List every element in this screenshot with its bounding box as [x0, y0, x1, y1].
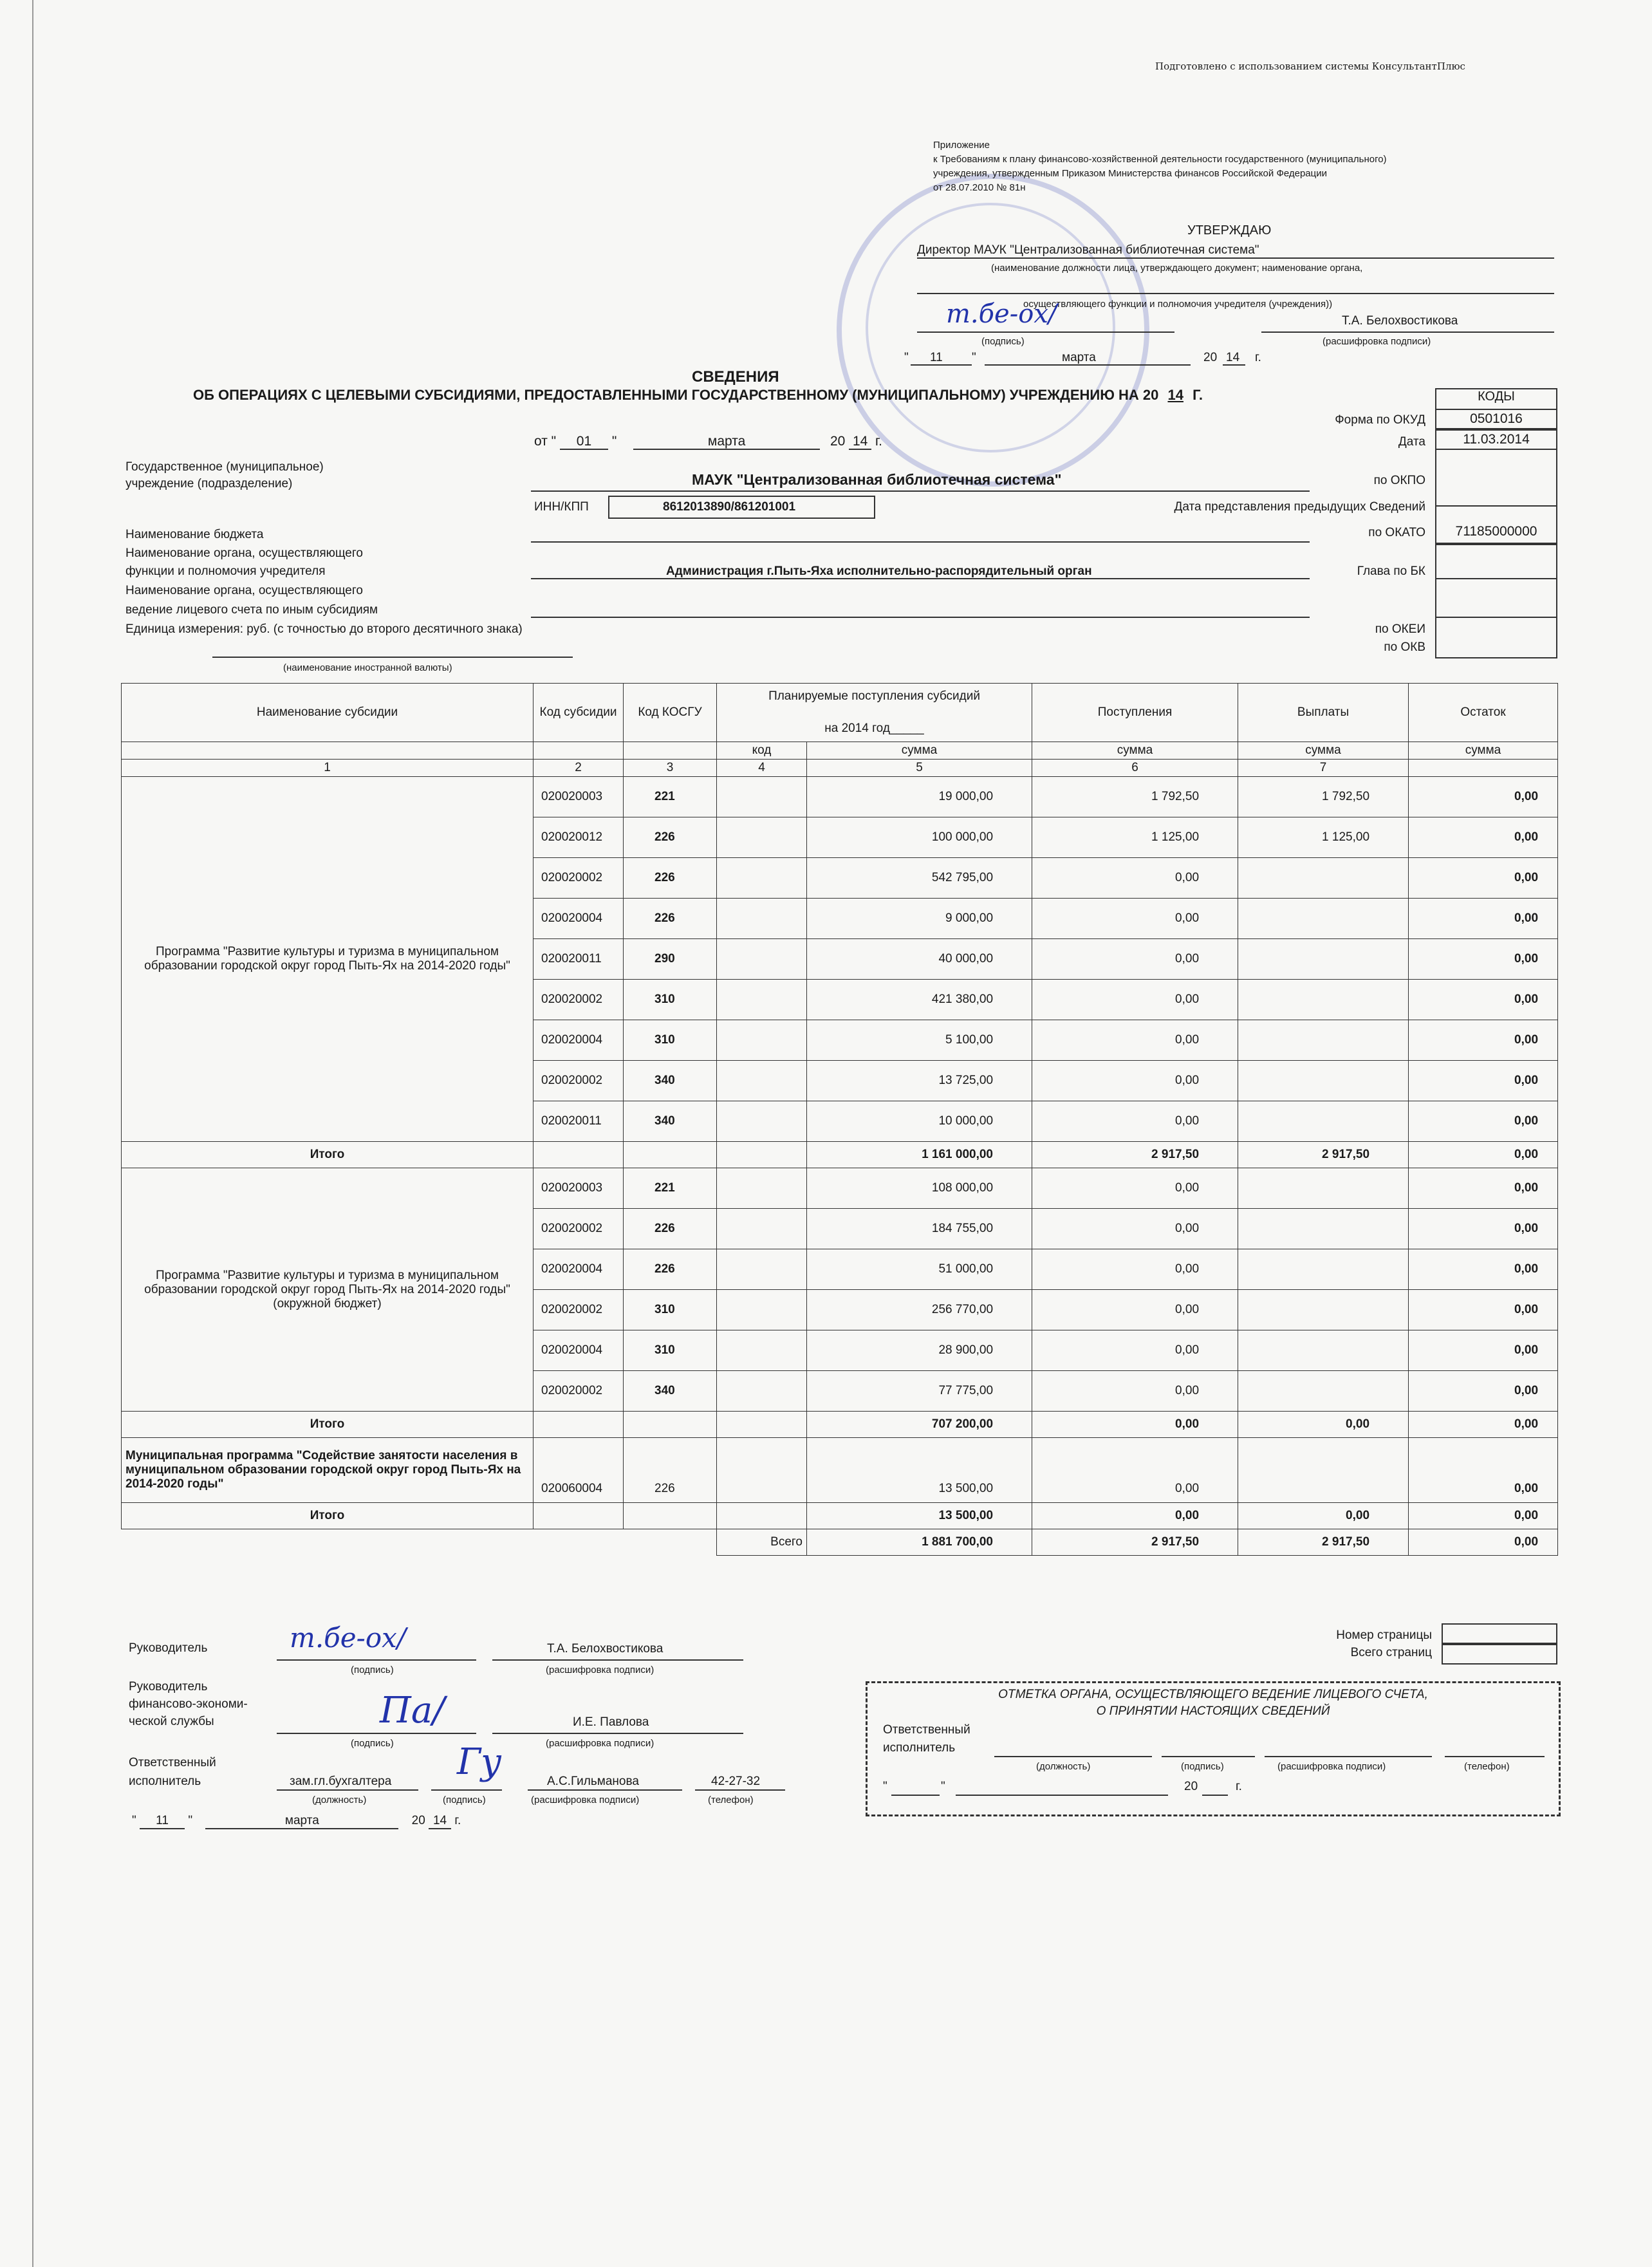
plan-sum: 19 000,00 [807, 777, 1032, 817]
exec-position: зам.гл.бухгалтера [290, 1775, 392, 1788]
column-number-blank [1409, 760, 1558, 777]
plan-kod [717, 1371, 807, 1412]
total-label: Итого [122, 1503, 534, 1529]
header-out: Выплаты [1238, 684, 1409, 742]
rest-sum: 0,00 [1409, 777, 1558, 817]
name-hint: (расшифровка подписи) [1323, 336, 1431, 347]
grand-income: 2 917,50 [1032, 1529, 1238, 1556]
subheader-kod: код [717, 742, 807, 760]
rest-sum: 0,00 [1409, 899, 1558, 939]
rest-sum: 0,00 [1409, 1061, 1558, 1101]
kosgu-code: 340 [624, 1061, 717, 1101]
total-blank [717, 1142, 807, 1168]
scan-edge-top [32, 0, 33, 2267]
table-row [122, 1438, 1558, 1503]
approver-hint: осуществляющего функции и полномочия учредителя (учреждения)) [1023, 299, 1333, 310]
plan-sum: 77 775,00 [807, 1371, 1032, 1412]
sign-date-quote: " [132, 1814, 136, 1827]
subsidy-code: 020020002 [534, 1371, 624, 1412]
total-blank [534, 1142, 624, 1168]
okud-label: Форма по ОКУД [1335, 413, 1425, 427]
column-number: 4 [717, 760, 807, 777]
total-plan: 1 161 000,00 [807, 1142, 1032, 1168]
rest-sum: 0,00 [1409, 1209, 1558, 1249]
date-day: 01 [560, 434, 608, 450]
date-from: от " [534, 434, 557, 449]
total-rest: 0,00 [1409, 1412, 1558, 1438]
subsidies-table [121, 683, 1558, 1556]
kosgu-code: 226 [624, 1209, 717, 1249]
plan-sum: 10 000,00 [807, 1101, 1032, 1142]
column-number: 7 [1238, 760, 1409, 777]
fin-signature: Па/ [380, 1690, 445, 1731]
total-blank [717, 1412, 807, 1438]
mark-date-quote: " [883, 1780, 887, 1793]
plan-kod [717, 1290, 807, 1330]
director-signature: m.бе-ox/ [946, 299, 1057, 329]
approve-year-prefix: 20 [1203, 351, 1218, 364]
founder-name: Администрация г.Пыть-Яха исполнительно-распорядительный орган [666, 564, 1092, 578]
plan-sum: 108 000,00 [807, 1168, 1032, 1209]
head-label: Руководитель [129, 1641, 208, 1655]
founder-label: Наименование органа, осуществляющего [125, 546, 363, 560]
income-sum: 0,00 [1032, 1168, 1238, 1209]
plan-sum: 51 000,00 [807, 1249, 1032, 1290]
institution-name: МАУК "Централизованная библиотечная система" [692, 471, 1062, 488]
income-sum: 0,00 [1032, 1371, 1238, 1412]
plan-kod [717, 1330, 807, 1371]
pos-hint: (должность) [312, 1795, 367, 1805]
report-date [534, 434, 882, 450]
income-sum: 0,00 [1032, 980, 1238, 1020]
subheader-sum: сумма [807, 742, 1032, 760]
currency-hint: (наименование иностранной валюты) [283, 662, 452, 673]
mark-sign-hint: (подпись) [1181, 1761, 1224, 1772]
payout-sum [1238, 1168, 1409, 1209]
kosgu-code: 221 [624, 1168, 717, 1209]
subsidy-code: 020020004 [534, 1020, 624, 1061]
income-sum: 0,00 [1032, 1438, 1238, 1503]
payout-sum [1238, 858, 1409, 899]
payout-sum [1238, 1371, 1409, 1412]
plan-sum: 100 000,00 [807, 817, 1032, 858]
payout-sum [1238, 1249, 1409, 1290]
subsidy-name: Программа "Развитие культуры и туризма в муниципальном образовании городской округ город Пыть-Ях на 2014-2020 годы" [122, 777, 534, 1142]
header-in: Поступления [1032, 684, 1238, 742]
subsidy-code: 020020002 [534, 1209, 624, 1249]
appendix-line: Приложение [933, 140, 990, 151]
plan-kod [717, 817, 807, 858]
payout-sum [1238, 939, 1409, 980]
plan-sum: 421 380,00 [807, 980, 1032, 1020]
total-plan: 13 500,00 [807, 1503, 1032, 1529]
total-rest: 0,00 [1409, 1503, 1558, 1529]
subsidy-code: 020020011 [534, 939, 624, 980]
kosgu-code: 226 [624, 817, 717, 858]
rest-sum: 0,00 [1409, 1330, 1558, 1371]
plan-sum: 13 725,00 [807, 1061, 1032, 1101]
plan-kod [717, 1168, 807, 1209]
budget-label: Наименование бюджета [125, 528, 264, 541]
total-rest: 0,00 [1409, 1142, 1558, 1168]
sign-hint: (подпись) [443, 1795, 486, 1805]
payout-sum: 1 125,00 [1238, 817, 1409, 858]
column-number: 3 [624, 760, 717, 777]
date-month: марта [633, 434, 820, 450]
inn-label: ИНН/КПП [534, 500, 589, 514]
income-sum: 0,00 [1032, 1020, 1238, 1061]
okei-label: по ОКЕИ [1375, 622, 1425, 636]
subsidy-code: 020060004 [534, 1438, 624, 1503]
date-year: 14 [849, 434, 871, 450]
header-plan [717, 684, 1032, 742]
subsidy-code: 020020011 [534, 1101, 624, 1142]
header-code: Код субсидии [534, 684, 624, 742]
payout-sum [1238, 1438, 1409, 1503]
kosgu-code: 221 [624, 777, 717, 817]
sign-month: марта [205, 1814, 398, 1829]
total-payout: 0,00 [1238, 1412, 1409, 1438]
total-blank [717, 1503, 807, 1529]
rest-sum: 0,00 [1409, 1020, 1558, 1061]
subtitle-year: 14 [1167, 387, 1183, 403]
plan-sum: 13 500,00 [807, 1438, 1032, 1503]
plan-kod [717, 939, 807, 980]
kosgu-code: 310 [624, 980, 717, 1020]
unit-label: Единица измерения: руб. (с точностью до второго десятичного знака) [125, 622, 523, 636]
column-number: 2 [534, 760, 624, 777]
subsidy-code: 020020002 [534, 980, 624, 1020]
appendix-line: учреждения, утвержденным Приказом Министерства финансов Российской Федерации [933, 168, 1327, 179]
subsidy-code: 020020002 [534, 1290, 624, 1330]
plan-sum: 40 000,00 [807, 939, 1032, 980]
inn-value: 8612013890/861201001 [663, 500, 796, 514]
okato-label: по ОКАТО [1368, 526, 1425, 539]
head-signature: m.бе-ox/ [290, 1622, 406, 1654]
approve-year: 14 [1226, 351, 1240, 364]
kosgu-code: 226 [624, 1249, 717, 1290]
name-hint: (расшифровка подписи) [546, 1738, 654, 1749]
total-income: 2 917,50 [1032, 1142, 1238, 1168]
total-payout: 0,00 [1238, 1503, 1409, 1529]
approve-day: 11 [930, 351, 943, 364]
payout-sum [1238, 899, 1409, 939]
kosgu-code: 226 [624, 899, 717, 939]
total-row [122, 1503, 1558, 1529]
column-number: 6 [1032, 760, 1238, 777]
payout-sum: 1 792,50 [1238, 777, 1409, 817]
sign-hint: (подпись) [351, 1665, 394, 1675]
approver-position: Директор МАУК "Централизованная библиотечная система" [917, 243, 1259, 257]
exec-label: Ответственный [129, 1756, 216, 1769]
header-rest: Остаток [1409, 684, 1558, 742]
header-plan-title: Планируемые поступления субсидий [768, 689, 980, 703]
mark-exec-label: исполнитель [883, 1741, 956, 1755]
approver-name: Т.А. Белохвостикова [1342, 314, 1458, 328]
mark-y20: 20 [1184, 1780, 1198, 1793]
kosgu-code: 340 [624, 1371, 717, 1412]
page-number-label: Номер страницы [1336, 1628, 1432, 1642]
subheader-blank [122, 742, 534, 760]
grand-blank [534, 1529, 624, 1556]
income-sum: 0,00 [1032, 1061, 1238, 1101]
plan-kod [717, 980, 807, 1020]
okv-label: по ОКВ [1384, 640, 1425, 654]
okud-code: 0501016 [1470, 411, 1523, 426]
grand-blank [624, 1529, 717, 1556]
mark-exec-label: Ответственный [883, 1723, 970, 1737]
column-number: 5 [807, 760, 1032, 777]
total-pages-label: Всего страниц [1350, 1646, 1432, 1659]
kosgu-code: 290 [624, 939, 717, 980]
mark-date-quote: " [941, 1780, 945, 1793]
total-income: 0,00 [1032, 1503, 1238, 1529]
plan-sum: 28 900,00 [807, 1330, 1032, 1371]
mark-phone-hint: (телефон) [1464, 1761, 1510, 1772]
approve-year-suffix: г. [1255, 351, 1261, 364]
mark-pos-hint: (должность) [1036, 1761, 1091, 1772]
header-plan-year: на 2014 год_____ [824, 722, 924, 735]
plan-kod [717, 1249, 807, 1290]
rest-sum: 0,00 [1409, 980, 1558, 1020]
rest-sum: 0,00 [1409, 1249, 1558, 1290]
approve-date-quote: " [972, 351, 976, 364]
total-blank [534, 1412, 624, 1438]
grand-payout: 2 917,50 [1238, 1529, 1409, 1556]
kosgu-code: 226 [624, 1438, 717, 1503]
subsidy-name: Программа "Развитие культуры и туризма в муниципальном образовании городской округ город Пыть-Ях на 2014-2020 годы" (окружной бюджет) [122, 1168, 534, 1412]
codes-date: 11.03.2014 [1463, 432, 1530, 447]
approve-date-quote: " [904, 351, 909, 364]
plan-kod [717, 899, 807, 939]
kosgu-code: 340 [624, 1101, 717, 1142]
institution-label: Государственное (муниципальное) [125, 460, 324, 474]
kosgu-code: 310 [624, 1330, 717, 1371]
grand-label: Всего [717, 1529, 807, 1556]
codes-header: КОДЫ [1478, 389, 1515, 404]
exec-signature: Гу [457, 1741, 502, 1783]
column-number: 1 [122, 760, 534, 777]
total-row [122, 1142, 1558, 1168]
sign-y20: 20 [411, 1814, 425, 1827]
payout-sum [1238, 1061, 1409, 1101]
name-hint: (расшифровка подписи) [546, 1665, 654, 1675]
income-sum: 0,00 [1032, 1209, 1238, 1249]
subtitle-suffix: Г. [1193, 387, 1203, 403]
total-plan: 707 200,00 [807, 1412, 1032, 1438]
appendix-line: от 28.07.2010 № 81н [933, 182, 1026, 193]
subheader-blank [624, 742, 717, 760]
subheader-sum: сумма [1032, 742, 1238, 760]
grand-blank [122, 1529, 534, 1556]
okpo-label: по ОКПО [1373, 474, 1425, 487]
sign-hint: (подпись) [981, 336, 1025, 347]
income-sum: 0,00 [1032, 899, 1238, 939]
fin-label: ческой службы [129, 1715, 214, 1728]
approve-month: марта [1062, 351, 1096, 364]
plan-kod [717, 1209, 807, 1249]
plan-sum: 542 795,00 [807, 858, 1032, 899]
total-blank [534, 1503, 624, 1529]
rest-sum: 0,00 [1409, 858, 1558, 899]
fin-name: И.Е. Павлова [573, 1715, 649, 1729]
fin-label: Руководитель [129, 1680, 208, 1693]
header-name: Наименование субсидии [122, 684, 534, 742]
phone-hint: (телефон) [708, 1795, 754, 1805]
date-g: г. [875, 434, 882, 449]
payout-sum [1238, 980, 1409, 1020]
table-row [122, 1168, 1558, 1209]
header-kosgu: Код КОСГУ [624, 684, 717, 742]
subsidy-code: 020020004 [534, 899, 624, 939]
payout-sum [1238, 1209, 1409, 1249]
approver-hint: (наименование должности лица, утверждающего документ; наименование органа, [991, 263, 1363, 274]
plan-kod [717, 1101, 807, 1142]
plan-kod [717, 1020, 807, 1061]
document-title: СВЕДЕНИЯ [692, 368, 779, 386]
payout-sum [1238, 1330, 1409, 1371]
income-sum: 0,00 [1032, 939, 1238, 980]
institution-label: учреждение (подразделение) [125, 477, 293, 490]
appendix-line: к Требованиям к плану финансово-хозяйственной деятельности государственного (муниципального) [933, 154, 1387, 165]
subsidy-code: 020020002 [534, 858, 624, 899]
income-sum: 1 792,50 [1032, 777, 1238, 817]
table-row [122, 777, 1558, 817]
subtitle-text: ОБ ОПЕРАЦИЯХ С ЦЕЛЕВЫМИ СУБСИДИЯМИ, ПРЕДОСТАВЛЕННЫМИ ГОСУДАРСТВЕННОМУ (МУНИЦИПАЛЬНОМУ) УЧРЕЖДЕНИЮ НА 20 [193, 387, 1159, 403]
name-hint: (расшифровка подписи) [531, 1795, 640, 1805]
mark-name-hint: (расшифровка подписи) [1277, 1761, 1386, 1772]
kosgu-code: 310 [624, 1020, 717, 1061]
grand-rest: 0,00 [1409, 1529, 1558, 1556]
subsidy-code: 020020002 [534, 1061, 624, 1101]
subheader-blank [534, 742, 624, 760]
sign-day: 11 [140, 1814, 185, 1829]
income-sum: 0,00 [1032, 858, 1238, 899]
document-subtitle [193, 388, 1203, 402]
sign-date [132, 1814, 461, 1829]
rest-sum: 0,00 [1409, 1101, 1558, 1142]
income-sum: 0,00 [1032, 1330, 1238, 1371]
rest-sum: 0,00 [1409, 1168, 1558, 1209]
kosgu-code: 226 [624, 858, 717, 899]
payout-sum [1238, 1290, 1409, 1330]
date-y20: 20 [830, 434, 846, 449]
rest-sum: 0,00 [1409, 1290, 1558, 1330]
subsidy-code: 020020004 [534, 1330, 624, 1371]
exec-label: исполнитель [129, 1775, 201, 1788]
mark-title: ОТМЕТКА ОРГАНА, ОСУЩЕСТВЛЯЮЩЕГО ВЕДЕНИЕ ЛИЦЕВОГО СЧЕТА, [998, 1688, 1428, 1701]
income-sum: 1 125,00 [1032, 817, 1238, 858]
plan-kod [717, 858, 807, 899]
exec-phone: 42-27-32 [711, 1775, 761, 1788]
rest-sum: 0,00 [1409, 817, 1558, 858]
plan-sum: 9 000,00 [807, 899, 1032, 939]
subsidy-name: Муниципальная программа "Содействие занятости населения в муниципальном образовании городской округ город Пыть-Ях на 2014-2020 годы" [122, 1438, 534, 1503]
subheader-sum: сумма [1238, 742, 1409, 760]
kosgu-code: 310 [624, 1290, 717, 1330]
mark-title: О ПРИНЯТИИ НАСТОЯЩИХ СВЕДЕНИЙ [1096, 1704, 1330, 1718]
sign-g: г. [454, 1814, 461, 1827]
income-sum: 0,00 [1032, 1290, 1238, 1330]
bk-label: Глава по БК [1357, 564, 1425, 578]
plan-sum: 256 770,00 [807, 1290, 1032, 1330]
mark-g: г. [1236, 1780, 1242, 1793]
consultant-watermark: Подготовлено с использованием системы КонсультантПлюс [1155, 61, 1465, 72]
plan-sum: 184 755,00 [807, 1209, 1032, 1249]
total-blank [624, 1412, 717, 1438]
rest-sum: 0,00 [1409, 939, 1558, 980]
total-blank [624, 1503, 717, 1529]
okato-code: 71185000000 [1455, 524, 1537, 539]
fin-label: финансово-экономи- [129, 1697, 248, 1711]
total-payout: 2 917,50 [1238, 1142, 1409, 1168]
income-sum: 0,00 [1032, 1101, 1238, 1142]
plan-kod [717, 777, 807, 817]
grand-plan: 1 881 700,00 [807, 1529, 1032, 1556]
account-label: ведение лицевого счета по иным субсидиям [125, 603, 378, 617]
exec-name: А.С.Гильманова [547, 1775, 639, 1788]
sign-date-quote: " [188, 1814, 193, 1827]
subsidy-code: 020020012 [534, 817, 624, 858]
total-income: 0,00 [1032, 1412, 1238, 1438]
plan-kod [717, 1438, 807, 1503]
head-name: Т.А. Белохвостикова [547, 1642, 664, 1656]
date-label: Дата [1398, 435, 1425, 449]
total-label: Итого [122, 1142, 534, 1168]
prev-date-label: Дата представления предыдущих Сведений [1174, 500, 1425, 514]
payout-sum [1238, 1020, 1409, 1061]
rest-sum: 0,00 [1409, 1438, 1558, 1503]
account-label: Наименование органа, осуществляющего [125, 584, 363, 597]
subheader-sum: сумма [1409, 742, 1558, 760]
sign-hint: (подпись) [351, 1738, 394, 1749]
approve-title: УТВЕРЖДАЮ [1187, 223, 1272, 238]
subsidy-code: 020020003 [534, 1168, 624, 1209]
rest-sum: 0,00 [1409, 1371, 1558, 1412]
sign-year: 14 [429, 1814, 451, 1829]
grand-total-row [122, 1529, 1558, 1556]
subsidy-code: 020020003 [534, 777, 624, 817]
subsidy-code: 020020004 [534, 1249, 624, 1290]
plan-sum: 5 100,00 [807, 1020, 1032, 1061]
plan-kod [717, 1061, 807, 1101]
date-quote: " [611, 434, 617, 449]
income-sum: 0,00 [1032, 1249, 1238, 1290]
table-body [122, 777, 1558, 1556]
total-row [122, 1412, 1558, 1438]
total-label: Итого [122, 1412, 534, 1438]
payout-sum [1238, 1101, 1409, 1142]
founder-label: функции и полномочия учредителя [125, 564, 326, 578]
total-blank [624, 1142, 717, 1168]
